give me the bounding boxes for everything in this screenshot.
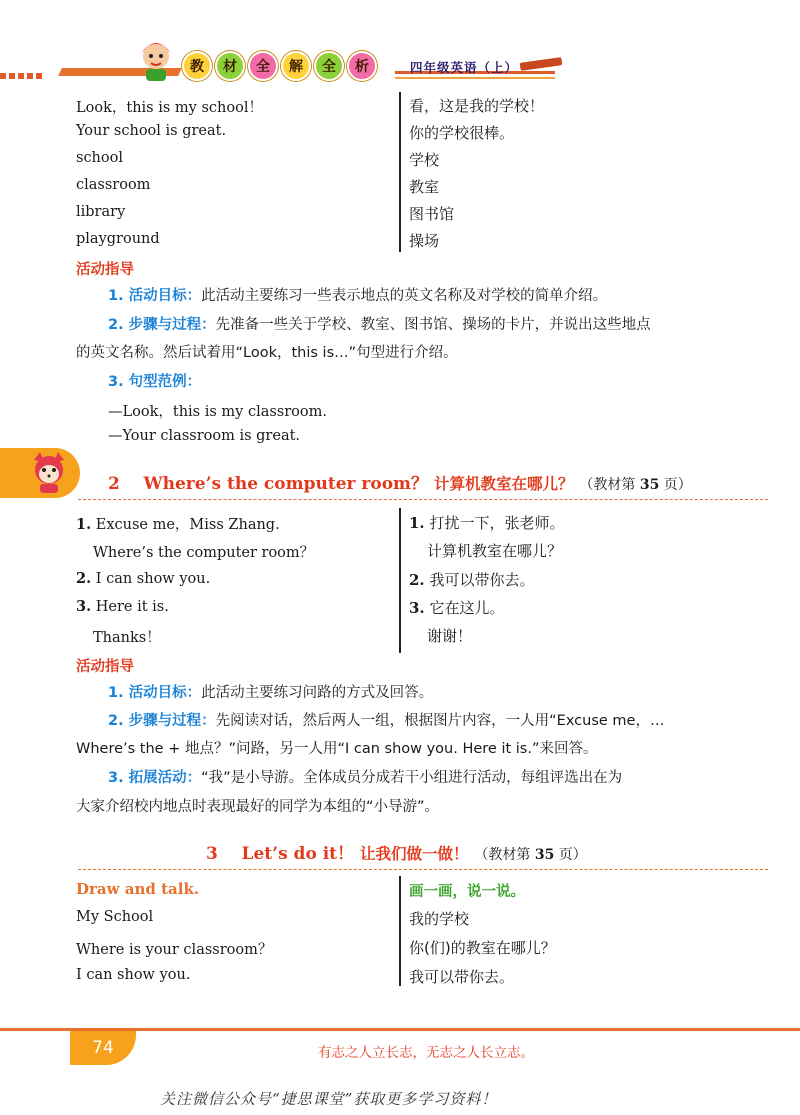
watermark-text: 关注微信公众号“捷思课堂”获取更多学习资料！: [160, 1090, 498, 1108]
guide-item-3: [108, 764, 768, 792]
guide-item-3-cont: 大家介绍校内地点时表现最好的同学为本组的“小导游”。: [76, 799, 440, 815]
en-word: library: [76, 204, 126, 220]
task-heading-en: Draw and talk.: [76, 880, 200, 898]
dialogue-line: Where’s the computer room？: [93, 545, 315, 561]
guide-item-text: 先阅读对话，然后两人一组，根据图片内容，一人用“Excuse me，…: [215, 713, 665, 729]
guide-item-text: 此活动主要练习问路的方式及回答。: [201, 685, 434, 701]
dialogue-translation: 3. 它在这儿。: [409, 599, 505, 617]
cn-translation: 你(们)的教室在哪儿？: [409, 939, 556, 957]
guide-item-label: 2. 步骤与过程：: [108, 713, 216, 729]
column-divider: [399, 92, 401, 252]
cn-translation: 看，这是我的学校！: [409, 97, 545, 115]
textbook-ref: （教材第 35 页）: [474, 847, 587, 863]
en-word: playground: [76, 231, 160, 247]
example-sentence: —Your classroom is great.: [108, 428, 301, 444]
dialogue-line: 3. Here it is.: [76, 598, 169, 615]
header-checker-decoration: [0, 64, 45, 83]
cn-translation: 我的学校: [409, 910, 470, 928]
en-sentence: Look，this is my school！: [76, 100, 263, 116]
textbook-ref: （教材第 35 页）: [579, 477, 692, 493]
guide-item-label: 3. 拓展活动：: [108, 770, 202, 786]
activity-guide-heading: 活动指导: [76, 659, 134, 675]
example-sentence: —Look，this is my classroom.: [108, 404, 328, 420]
guide-item-text: 先准备一些关于学校、教室、图书馆、操场的卡片，并说出这些地点: [215, 317, 651, 333]
fox-mascot-icon: [30, 450, 68, 494]
en-sentence: I can show you.: [76, 967, 191, 983]
book-title-badges: [182, 51, 377, 81]
section-divider: [78, 869, 768, 870]
dialogue-translation: 2. 我可以带你去。: [409, 571, 535, 589]
mascot-icon: [132, 36, 180, 84]
guide-item-label: 2. 步骤与过程：: [108, 317, 216, 333]
guide-item-label: 3. 句型范例：: [108, 374, 202, 390]
title-char: 析: [347, 51, 377, 81]
guide-item-3: [108, 368, 201, 396]
task-heading-cn: 画一画，说一说。: [409, 884, 525, 900]
en-word: classroom: [76, 177, 151, 193]
en-sentence: Where is your classroom？: [76, 942, 273, 958]
cn-translation: 教室: [409, 178, 440, 196]
cn-translation: 学校: [409, 151, 440, 169]
title-char: 教: [182, 51, 212, 81]
guide-item-2-cont: 的英文名称。然后试着用“Look，this is…”句型进行介绍。: [76, 345, 458, 361]
section-title-cn: 让我们做一做！: [359, 845, 469, 863]
page-number: 74: [92, 1038, 114, 1058]
en-word: school: [76, 150, 123, 166]
cn-translation: 我可以带你去。: [409, 968, 515, 986]
column-divider: [399, 876, 401, 986]
section-title-en: Where’s the computer room？: [143, 474, 429, 494]
dialogue-line: 1. Excuse me，Miss Zhang.: [76, 516, 280, 533]
dialogue-translation: 谢谢！: [427, 627, 473, 645]
guide-item-label: 1. 活动目标：: [108, 685, 202, 701]
column-divider: [399, 508, 401, 653]
guide-item-2: [108, 707, 768, 735]
dialogue-translation: 计算机教室在哪儿？: [427, 542, 563, 560]
dialogue-line: Thanks！: [93, 630, 161, 646]
pencil-icon: [520, 57, 563, 71]
section-number: 2: [108, 474, 120, 494]
activity-guide-heading: 活动指导: [76, 262, 134, 278]
book-subtitle: 四年级英语（上）: [410, 60, 519, 75]
title-char: 全: [248, 51, 278, 81]
guide-item-2-cont: Where’s the + 地点？”问路，另一人用“I can show you. Here it is.”来回答。: [76, 741, 598, 757]
title-char: 材: [215, 51, 245, 81]
section-title-en: Let’s do it！: [241, 844, 355, 864]
title-char: 全: [314, 51, 344, 81]
section-title-cn: 计算机教室在哪儿？: [433, 475, 574, 493]
section-3-title: [206, 839, 587, 864]
footer-motto: 有志之人立长志，无志之人长立志。: [318, 1045, 534, 1061]
guide-item-2: [108, 311, 748, 339]
dialogue-line: 2. I can show you.: [76, 570, 211, 587]
title-char: 解: [281, 51, 311, 81]
cn-translation: 操场: [409, 232, 440, 250]
cn-translation: 你的学校很棒。: [409, 124, 515, 142]
en-sentence: Your school is great.: [76, 123, 227, 139]
guide-item-1: [108, 282, 748, 310]
guide-item-text: “我”是小导游。全体成员分成若干小组进行活动，每组评选出在为: [201, 770, 623, 786]
cn-translation: 图书馆: [409, 205, 455, 223]
section-divider: [78, 499, 768, 500]
guide-item-1: [108, 679, 748, 707]
dialogue-translation: 1. 打扰一下，张老师。: [409, 514, 565, 532]
header-rule-secondary: [395, 77, 555, 79]
guide-item-label: 1. 活动目标：: [108, 288, 202, 304]
en-sentence: My School: [76, 909, 154, 925]
guide-item-text: 此活动主要练习一些表示地点的英文名称及对学校的简单介绍。: [201, 288, 608, 304]
section-2-title: [108, 469, 692, 494]
section-number: 3: [206, 844, 218, 864]
